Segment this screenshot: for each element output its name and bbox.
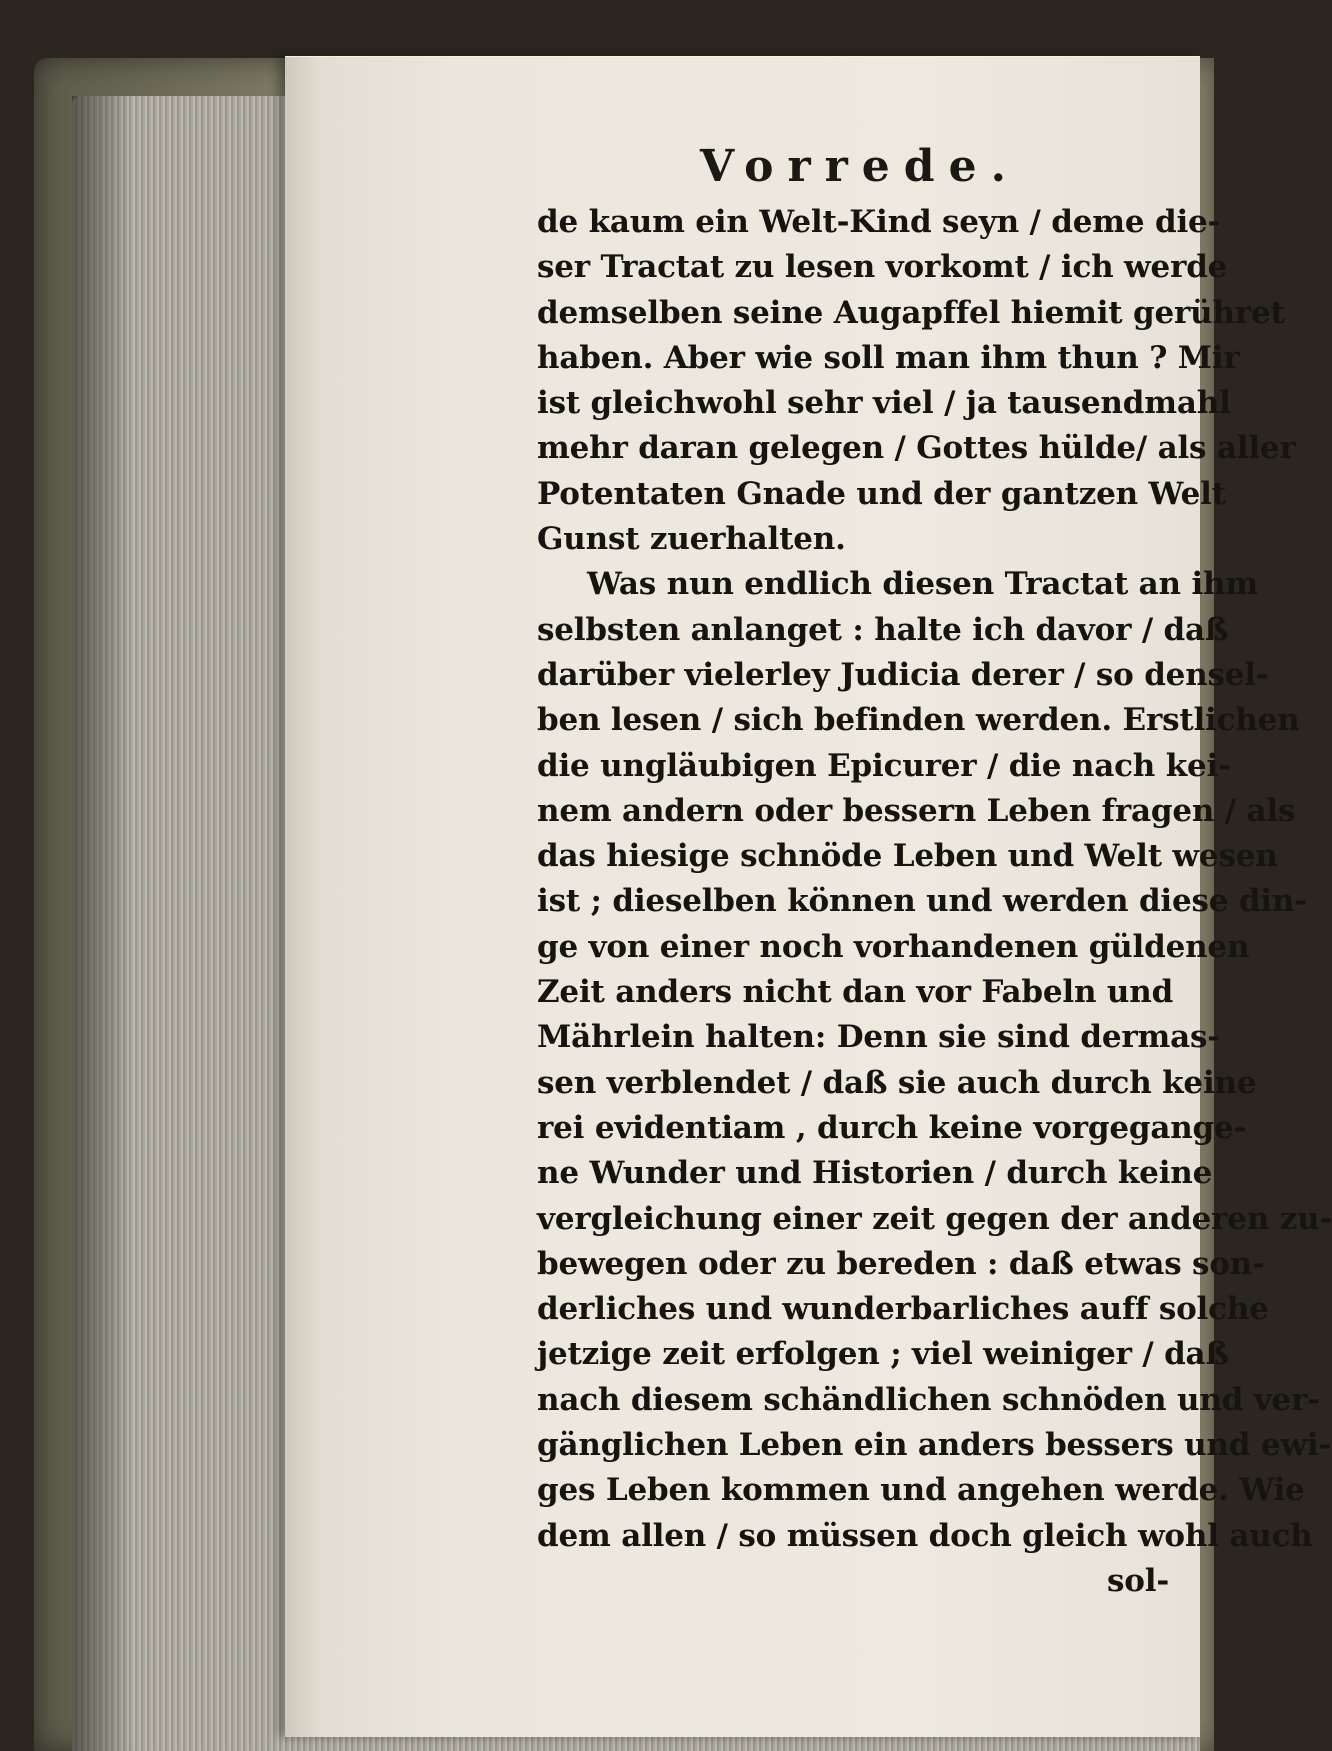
text-line: sen verblendet / daß sie auch durch keine — [537, 1064, 1257, 1101]
text-line: das hiesige schnöde Leben und Welt wesen — [537, 838, 1278, 875]
text-line: ne Wunder und Historien / durch keine — [537, 1155, 1213, 1192]
text-line: Potentaten Gnade und der gantzen Welt — [537, 475, 1226, 512]
page-headline: Vorrede. — [700, 141, 1020, 192]
text-line: vergleichung einer zeit gegen der anderen zu- — [537, 1200, 1332, 1237]
page-edges-shadow — [72, 96, 132, 1751]
text-line: gänglichen Leben ein anders bessers und ewi- — [537, 1427, 1332, 1464]
text-line: Gunst zuerhalten. — [537, 521, 846, 558]
text-line: selbsten anlanget : halte ich davor / daß — [537, 611, 1229, 648]
text-line: mehr daran gelegen / Gottes hülde/ als aller — [537, 430, 1296, 467]
body-text — [537, 200, 1332, 1604]
text-line: ist gleichwohl sehr viel / ja tausendmahl — [537, 385, 1231, 422]
text-line: bewegen oder zu bereden : daß etwas son- — [537, 1245, 1265, 1282]
text-line: nach diesem schändlichen schnöden und ver- — [537, 1381, 1320, 1418]
text-line: demselben seine Augapffel hiemit gerühret — [537, 294, 1285, 331]
catchword: sol- — [1107, 1562, 1169, 1599]
text-line: de kaum ein Welt-Kind seyn / deme die- — [537, 204, 1221, 240]
text-line: rei evidentiam , durch keine vorgegange- — [537, 1109, 1247, 1146]
text-line: jetzige zeit erfolgen ; viel weiniger / daß — [537, 1336, 1229, 1373]
text-line: Mährlein halten: Denn sie sind dermas- — [537, 1019, 1220, 1056]
text-line: darüber vielerley Judicia derer / so densel- — [537, 656, 1269, 693]
text-line: ge von einer noch vorhandenen güldenen — [537, 928, 1250, 965]
text-line: ist ; dieselben können und werden diese din- — [537, 883, 1307, 920]
text-line: Was nun endlich diesen Tractat an ihm — [587, 566, 1258, 603]
text-line: ges Leben kommen und angehen werde. Wie — [537, 1472, 1305, 1509]
text-line: derliches und wunderbarliches auff solche — [537, 1291, 1269, 1328]
text-line: ser Tractat zu lesen vorkomt / ich werde — [537, 249, 1228, 286]
text-line: ben lesen / sich befinden werden. Erstlichen — [537, 702, 1300, 739]
text-line: dem allen / so müssen doch gleich wohl auch — [537, 1517, 1313, 1554]
text-line: Zeit anders nicht dan vor Fabeln und — [537, 974, 1174, 1011]
text-line: nem andern oder bessern Leben fragen / als — [537, 792, 1296, 829]
text-line: haben. Aber wie soll man ihm thun ? Mir — [537, 339, 1240, 376]
text-line: die ungläubigen Epicurer / die nach kei- — [537, 747, 1231, 784]
